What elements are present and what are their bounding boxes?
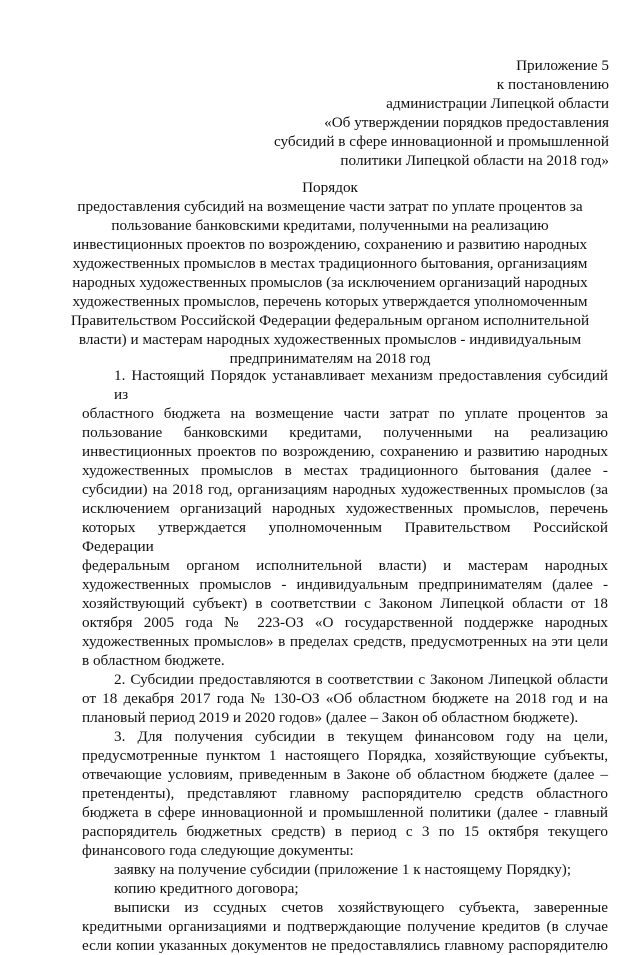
title-line: власти) и мастерам народных художественных промыслов - индивидуальным (78, 331, 582, 348)
paragraph-1-line: художественных промыслов в местах традиционного бытования (далее - (82, 462, 608, 479)
paragraph-3-line: отвечающие условиям, приведенным в Законе об областном бюджете (далее – (82, 766, 608, 783)
paragraph-1-line: художественных промыслов» в пределах средств, предусмотренных на эти цели (82, 633, 608, 650)
document-title (60, 178, 600, 368)
title-line: инвестиционных проектов по возрождению, сохранению и развитию народных (72, 236, 588, 253)
paragraph-1-line: в областном бюджете. (82, 652, 225, 669)
paragraph-3-line: бюджета в сфере инновационной и промышленной политики (далее - главный (82, 804, 608, 821)
appendix-line: Приложение 5 (516, 57, 609, 74)
appendix-line: администрации Липецкой области (386, 95, 609, 112)
paragraph-2-line: 2. Субсидии предоставляются в соответствии с Законом Липецкой области (114, 671, 608, 688)
title-heading: Порядок (302, 179, 358, 196)
paragraph-3-line: предусмотренные пунктом 1 настоящего Порядка, хозяйствующие субъекты, (82, 747, 608, 764)
document-body (82, 366, 608, 955)
title-line: народных художественных промыслов (за исключением организаций народных (72, 274, 588, 291)
paragraph-2-line: плановый период 2019 и 2020 годов» (далее – Закон об областном бюджете). (82, 709, 579, 726)
appendix-line: субсидий в сфере инновационной и промышленной (274, 133, 609, 150)
title-line: предоставления субсидий на возмещение части затрат по уплате процентов за (77, 198, 583, 215)
document-list-item: кредитными организациями и подтверждающие получение кредитов (в случае (82, 918, 608, 935)
paragraph-1-line: исключением организаций народных художественных промыслов, перечень (82, 500, 608, 517)
title-line: предпринимателям на 2018 год (229, 350, 431, 367)
paragraph-2-line: от 18 декабря 2017 года № 130-ОЗ «Об областном бюджете на 2018 год и на (82, 690, 608, 707)
paragraph-1-line: 1. Настоящий Порядок устанавливает механизм предоставления субсидий из (114, 367, 608, 403)
paragraph-1-line: октября 2005 года № 223-ОЗ «О государственной поддержке народных (82, 614, 608, 631)
paragraph-1-line: которых утверждается уполномоченным Правительством Российской Федерации (82, 519, 608, 555)
paragraph-3-line: 3. Для получения субсидии в текущем финансовом году на цели, (114, 728, 608, 745)
appendix-line: политики Липецкой области на 2018 год» (340, 152, 609, 169)
document-list-item: выписки из ссудных счетов хозяйствующего субъекта, заверенные (114, 899, 608, 916)
paragraph-3-line: финансового года следующие документы: (82, 842, 354, 859)
paragraph-1-line: художественных промыслов - индивидуальным предпринимателям (далее - (82, 576, 608, 593)
paragraph-3-line: распорядитель бюджетных средств) в период с 3 по 15 октября текущего (82, 823, 608, 840)
paragraph-1-line: инвестиционных проектов по возрождению, сохранению и развитию народных (82, 443, 608, 460)
paragraph-1-line: субсидии) на 2018 год, организациям народных художественных промыслов (за (82, 481, 608, 498)
paragraph-1-line: пользование банковскими кредитами, полученными на реализацию (82, 424, 608, 441)
title-line: художественных промыслов в местах традиционного бытования, организациям (72, 255, 588, 272)
appendix-line: к постановлению (496, 76, 609, 93)
document-list-item: копию кредитного договора; (114, 880, 299, 897)
paragraph-1-line: хозяйствующий субъект) в соответствии с Законом Липецкой области от 18 (82, 595, 608, 612)
appendix-header (274, 56, 609, 170)
appendix-line: «Об утверждении порядков предоставления (324, 114, 609, 131)
paragraph-1-line: федеральным органом исполнительной власти) и мастерам народных (82, 557, 608, 574)
paragraph-1-line: областного бюджета на возмещение части затрат по уплате процентов за (82, 405, 608, 422)
title-line: художественных промыслов, перечень которых утверждается уполномоченным (72, 293, 588, 310)
document-list-item: если копии указанных документов не предоставлялись главному распорядителю (82, 937, 608, 954)
document-list-item: заявку на получение субсидии (приложение 1 к настоящему Порядку); (114, 861, 572, 878)
title-line: Правительством Российской Федерации федеральным органом исполнительной (70, 312, 590, 329)
paragraph-3-line: претенденты), представляют главному распорядителю средств областного (82, 785, 608, 802)
title-line: пользование банковскими кредитами, полученными на реализацию (111, 217, 549, 234)
